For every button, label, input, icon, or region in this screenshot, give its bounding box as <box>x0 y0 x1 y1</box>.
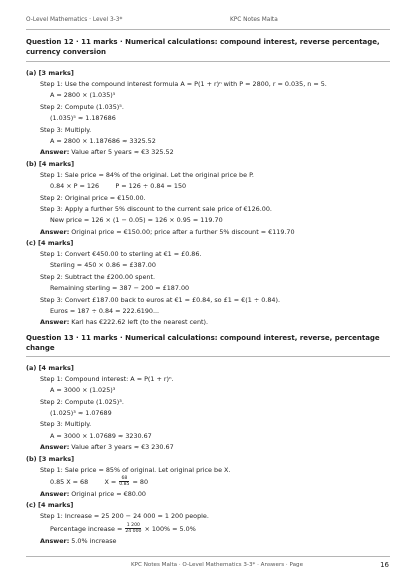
q12c-step-3: Step 3: Convert £187.00 back to euros at €1 = £0.84, so £1 = €(1 ÷ 0.84). <box>40 295 280 304</box>
q12-part-c-label: (c) [4 marks] <box>26 239 74 248</box>
answer-label: Answer: <box>40 227 70 236</box>
q13-part-c-label: (c) [4 marks] <box>26 501 74 510</box>
fraction <box>119 476 129 487</box>
q13-part-a-label: (a) [4 marks] <box>26 363 74 372</box>
answer-label: Answer: <box>40 489 70 498</box>
answers-content <box>26 37 390 547</box>
q13a-answer <box>26 442 390 453</box>
q13a-working-3: A = 3000 × 1.07689 ≈ 3230.67 <box>50 431 152 440</box>
answer-label: Answer: <box>40 536 70 545</box>
q12b-working-1: 0.84 × P = 126 P = 126 ÷ 0.84 = 150 <box>50 182 187 191</box>
q13b-working-1 <box>26 476 390 489</box>
q13c-step-1: Step 1: Increase = 25 200 − 24 000 = 1 200 people. <box>40 512 209 521</box>
q12a-working-3: A = 2800 × 1.187686 ≈ 3325.52 <box>50 136 156 145</box>
answer-text: Value after 3 years ≈ €3 230.67 <box>69 443 174 452</box>
q12a-step-3: Step 3: Multiply. <box>40 125 92 134</box>
fraction <box>125 523 141 534</box>
answer-text: Value after 5 years ≈ €3 325.52 <box>69 148 174 157</box>
q13a-step-1: Step 1: Compound interest: A = P(1 + r)ⁿ. <box>40 374 174 383</box>
q12-part-b-label: (b) [4 marks] <box>26 159 75 168</box>
q12c-step-2: Step 2: Subtract the £200.00 spent. <box>40 272 155 281</box>
question-13-divider <box>26 356 390 357</box>
q13b-step-1: Step 1: Sale price = 85% of original. Let original price be X. <box>40 465 231 474</box>
fraction-numerator: 1 200 <box>126 523 140 529</box>
q13b-answer <box>26 489 390 500</box>
answer-label: Answer: <box>40 318 70 327</box>
q12c-working-2: Remaining sterling = 387 − 200 = £187.00 <box>50 284 190 293</box>
header-publisher: KPC Notes Malta <box>230 17 278 23</box>
header-course: O-Level Mathematics · Level 3-3* <box>26 17 123 23</box>
header-divider <box>26 29 390 30</box>
page-number: 16 <box>380 561 389 569</box>
question-12-divider <box>26 61 390 62</box>
footer-divider <box>26 556 390 557</box>
q12a-step-2: Step 2: Compute (1.035)⁵. <box>40 102 124 111</box>
question-12-title: Question 12 · 11 marks · Numerical calculations: compound interest, reverse percentage, currency conversion <box>26 38 380 56</box>
q12a-step-1: Step 1: Use the compound interest formula A = P(1 + r)ⁿ with P = 2800, r = 0.035, n = 5. <box>40 80 327 88</box>
q13a-working-2: (1.025)³ ≈ 1.07689 <box>50 408 112 417</box>
q13c-answer <box>26 536 390 547</box>
fraction-numerator: 68 <box>119 476 129 482</box>
fraction-denominator: 0.85 <box>119 482 130 488</box>
answer-label: Answer: <box>40 148 70 157</box>
q12b-step-2: Step 2: Original price = €150.00. <box>40 193 146 202</box>
answer-text: Karl has €222.62 left (to the nearest cent). <box>69 318 209 327</box>
fraction-denominator: 24 000 <box>125 529 142 535</box>
working-text: 0.85 X = 68 X = <box>50 477 119 486</box>
q13a-step-2: Step 2: Compute (1.025)³. <box>40 397 124 406</box>
q12a-working-2: (1.035)⁵ ≈ 1.187686 <box>50 114 116 123</box>
q12b-working-2: New price = 126 × (1 − 0.05) = 126 × 0.95 = 119.70 <box>50 216 223 225</box>
q13a-step-3: Step 3: Multiply. <box>40 420 92 429</box>
answer-text: 5.0% increase <box>69 536 117 545</box>
q13c-working-1 <box>26 523 390 536</box>
q12b-step-3: Step 3: Apply a further 5% discount to the current sale price of €126.00. <box>40 204 272 213</box>
question-13-title: Question 13 · 11 marks · Numerical calculations: compound interest, reverse, percentage change <box>26 333 380 352</box>
answer-label: Answer: <box>40 443 70 452</box>
q12b-step-1: Step 1: Sale price = 84% of the original. Let the original price be P. <box>40 170 254 179</box>
q12a-working-1: A = 2800 × (1.035)⁵ <box>50 91 116 100</box>
q12c-answer <box>26 317 390 328</box>
q13-part-b-label: (b) [3 marks] <box>26 454 75 463</box>
q12b-answer <box>26 227 390 238</box>
page-header <box>26 17 390 27</box>
answer-text: Original price = €80.00 <box>69 489 147 498</box>
working-text: Percentage increase = <box>50 524 125 533</box>
q12a-answer <box>26 147 390 158</box>
working-result: = 80 <box>130 477 149 486</box>
q12c-working-1: Sterling = 450 × 0.86 = £387.00 <box>50 261 156 270</box>
q12c-step-1: Step 1: Convert €450.00 to sterling at €1 = £0.86. <box>40 250 202 259</box>
q12-part-a-label: (a) [3 marks] <box>26 69 74 77</box>
q13a-working-1: A = 3000 × (1.025)³ <box>50 386 116 395</box>
q12c-working-3: Euros = 187 ÷ 0.84 = 222.6190... <box>50 307 160 316</box>
page-footer: KPC Notes Malta · O-Level Mathematics 3-3* · Answers · Page <box>131 562 304 568</box>
answer-text: Original price = €150.00; price after a further 5% discount = €119.70 <box>69 227 295 236</box>
working-result: × 100% = 5.0% <box>142 524 196 533</box>
